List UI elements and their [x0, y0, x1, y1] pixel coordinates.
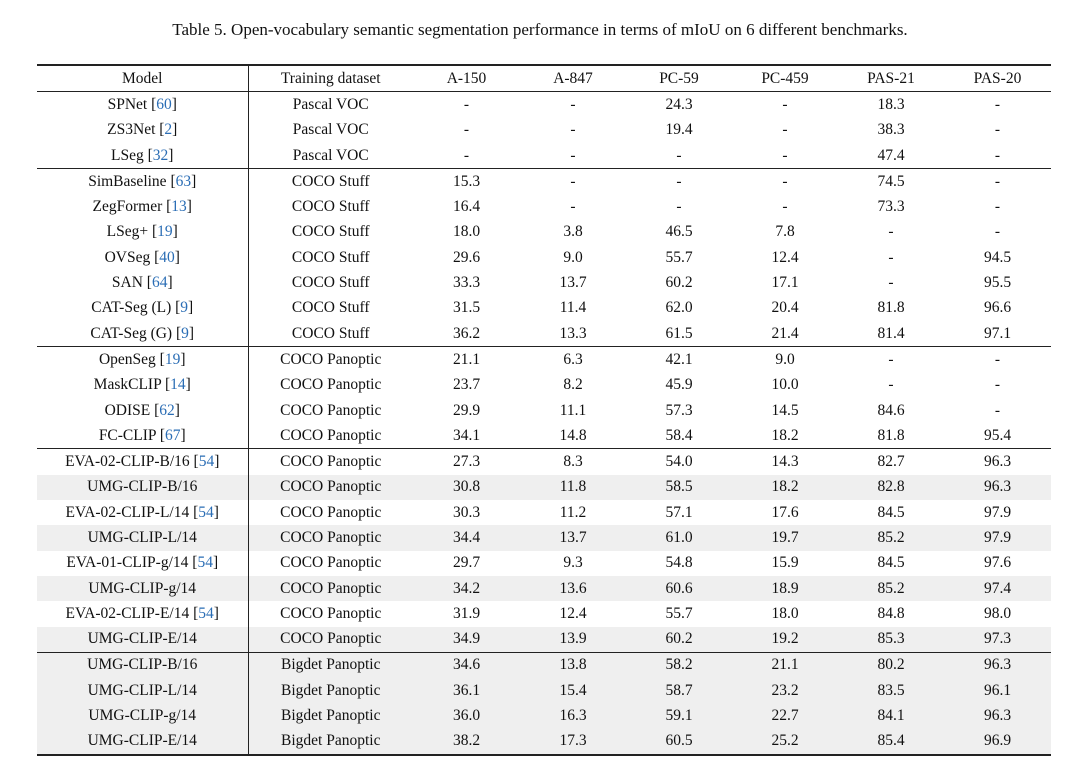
cell-a150: 31.5 — [452, 299, 481, 317]
cell-model: EVA-02-CLIP-L/14 [54] — [37, 500, 248, 525]
cell-a150: 27.3 — [413, 449, 520, 475]
table-caption: Table 5. Open-vocabulary semantic segmentation performance in terms of mIoU on 6 different benchmarks. — [172, 20, 908, 39]
citation-link[interactable]: 67 — [165, 426, 181, 444]
cell-pas20: - — [994, 95, 1001, 113]
cell-model: ZegFormer [13] — [37, 194, 248, 219]
cell-a150: 23.7 — [452, 376, 481, 394]
model-name: UMG-CLIP-E/14 — [87, 732, 197, 750]
cell-pc59: 24.3 — [665, 95, 693, 113]
cell-pc59: - — [676, 146, 682, 164]
cell-training-dataset: Pascal VOC — [292, 146, 369, 164]
citation-link[interactable]: 9 — [180, 299, 189, 317]
cell-a847: - — [570, 198, 576, 216]
cell-pas20: - — [994, 198, 1001, 216]
cell-model: ZS3Net [2] — [37, 118, 248, 143]
cell-a150: 18.0 — [452, 223, 481, 241]
model-name: OVSeg — [104, 248, 151, 266]
table-row — [37, 347, 1051, 373]
cell-model: SimBaseline [63] — [37, 169, 248, 195]
cell-model: ODISE [62] — [37, 398, 248, 423]
cell-pc459: 20.4 — [771, 299, 799, 317]
cell-a847: 16.3 — [520, 703, 626, 728]
cell-a150: 36.1 — [413, 678, 520, 703]
cell-pas21: - — [888, 248, 894, 266]
cell-pc459: 18.9 — [732, 576, 838, 601]
cell-pc59: 60.5 — [626, 729, 732, 755]
cell-pas20: 96.3 — [944, 652, 1051, 678]
citation-link[interactable]: 54 — [197, 554, 213, 572]
cell-pas21: 84.5 — [877, 554, 905, 572]
cell-a847: 13.7 — [520, 525, 626, 550]
cell-pas21: 81.4 — [877, 324, 905, 342]
cell-a150: 36.0 — [413, 703, 520, 728]
cell-pas21: 84.6 — [877, 401, 905, 419]
cell-pc59: 58.7 — [626, 678, 732, 703]
cell-model: OVSeg [40] — [37, 245, 248, 270]
model-name: LSeg+ — [106, 223, 149, 241]
cell-pas20: 96.9 — [944, 729, 1051, 755]
model-name: ODISE — [104, 401, 151, 419]
cell-a150: 36.2 — [452, 324, 481, 342]
cell-pc459: 14.3 — [732, 449, 838, 475]
cell-pc459: - — [782, 121, 788, 139]
cell-pas21: 83.5 — [838, 678, 944, 703]
model-name: EVA-02-CLIP-E/14 — [65, 604, 190, 622]
cell-pas20: 96.3 — [944, 475, 1051, 500]
cell-training-dataset: COCO Panoptic — [248, 475, 413, 500]
table-group — [37, 169, 1051, 347]
cell-a847: 13.3 — [559, 324, 587, 342]
table-row — [37, 703, 1051, 728]
model-name: OpenSeg — [98, 350, 156, 368]
cell-pc59: 42.1 — [626, 347, 732, 373]
cell-a847: 15.4 — [520, 678, 626, 703]
cell-pas21: 84.5 — [877, 503, 905, 521]
cell-pas21: 85.2 — [838, 525, 944, 550]
cell-pas21: - — [838, 347, 944, 373]
table-row — [37, 500, 1051, 525]
model-name: UMG-CLIP-g/14 — [88, 579, 197, 597]
model-name: SPNet — [107, 95, 148, 113]
cell-pc59: 58.4 — [665, 426, 693, 444]
citation-link[interactable]: 40 — [159, 248, 175, 266]
cell-a847: 13.9 — [520, 627, 626, 653]
table-row — [37, 678, 1051, 703]
cell-a150: - — [463, 95, 470, 113]
model-name: SAN — [111, 274, 143, 292]
cell-pc459: 12.4 — [771, 248, 799, 266]
cell-pc459: 22.7 — [732, 703, 838, 728]
table-row — [37, 449, 1051, 475]
header-pas21: PAS-21 — [867, 69, 915, 87]
cell-a150: 29.6 — [452, 248, 481, 266]
model-name: LSeg — [111, 146, 144, 164]
cell-pc459: 14.5 — [771, 401, 799, 419]
citation-link[interactable]: 14 — [170, 376, 186, 394]
cell-pas20: 94.5 — [983, 248, 1012, 266]
cell-a150: 15.3 — [413, 169, 520, 195]
cell-pc459: 21.1 — [732, 652, 838, 678]
table-row — [37, 627, 1051, 653]
cell-a150: 30.3 — [452, 503, 481, 521]
cell-pc459: 7.8 — [775, 223, 795, 241]
cell-training-dataset: COCO Panoptic — [280, 426, 382, 444]
table-row — [37, 729, 1051, 755]
cell-pc459: 23.2 — [732, 678, 838, 703]
cell-a150: 34.2 — [413, 576, 520, 601]
cell-pc459: 19.2 — [732, 627, 838, 653]
cell-pas20: - — [944, 169, 1051, 195]
cell-pc59: 61.5 — [665, 324, 693, 342]
cell-a150: 31.9 — [452, 604, 481, 622]
citation-link[interactable]: 13 — [171, 198, 187, 216]
cell-pas20: - — [944, 347, 1051, 373]
cell-pc59: 57.3 — [665, 401, 693, 419]
model-name: CAT-Seg (G) — [90, 324, 173, 342]
model-name: UMG-CLIP-B/16 — [87, 478, 198, 496]
table-row — [37, 576, 1051, 601]
cell-pc59: 60.6 — [626, 576, 732, 601]
cell-pas21: 81.8 — [877, 426, 905, 444]
table-row — [37, 92, 1051, 118]
table-group — [37, 449, 1051, 652]
citation-link[interactable]: 2 — [164, 121, 173, 139]
cell-model: OpenSeg [19] — [37, 347, 248, 373]
header-pc59: PC-59 — [659, 69, 699, 87]
table-row — [37, 475, 1051, 500]
model-name: UMG-CLIP-E/14 — [87, 630, 197, 648]
cell-model: SPNet [60] — [37, 92, 248, 118]
model-name: ZegFormer — [92, 198, 163, 216]
table-row — [37, 118, 1051, 143]
cell-pas20: 97.3 — [944, 627, 1051, 653]
cell-model: EVA-02-CLIP-E/14 [54] — [37, 601, 248, 626]
cell-pc459: - — [732, 169, 838, 195]
table-row — [37, 423, 1051, 449]
model-name: ZS3Net — [107, 121, 156, 139]
cell-model — [37, 678, 248, 703]
cell-pc459: - — [782, 95, 788, 113]
model-name: EVA-02-CLIP-L/14 — [65, 503, 190, 521]
cell-pas20: 95.4 — [983, 426, 1012, 444]
cell-pc459: 17.1 — [771, 274, 799, 292]
cell-a150: - — [463, 121, 470, 139]
cell-a847: 17.3 — [520, 729, 626, 755]
cell-training-dataset: Pascal VOC — [292, 95, 369, 113]
model-name: CAT-Seg (L) — [91, 299, 172, 317]
header-a847: A-847 — [553, 69, 593, 87]
cell-a150: 34.9 — [413, 627, 520, 653]
cell-pas20: 96.1 — [944, 678, 1051, 703]
model-name: UMG-CLIP-B/16 — [87, 656, 198, 674]
cell-a847: 8.3 — [520, 449, 626, 475]
cell-pas21: - — [888, 223, 894, 241]
citation-link[interactable]: 9 — [181, 324, 189, 342]
cell-training-dataset: COCO Panoptic — [280, 376, 382, 394]
cell-model: SAN [64] — [37, 270, 248, 295]
cell-pc459: - — [782, 198, 788, 216]
cell-a150: 21.1 — [413, 347, 520, 373]
cell-pc59: 57.1 — [665, 503, 693, 521]
cell-pas21: 85.2 — [838, 576, 944, 601]
cell-a150: 34.6 — [413, 652, 520, 678]
citation-link[interactable]: 63 — [175, 172, 192, 190]
table-row — [37, 373, 1051, 398]
model-name: UMG-CLIP-L/14 — [87, 681, 197, 699]
cell-pc59: 54.0 — [626, 449, 732, 475]
cell-pas20: 97.4 — [944, 576, 1051, 601]
cell-pas20: - — [994, 401, 1001, 419]
cell-pc59: 46.5 — [665, 223, 693, 241]
cell-pc459: 21.4 — [771, 324, 799, 342]
cell-pas21: 84.1 — [838, 703, 944, 728]
cell-a847: 13.6 — [520, 576, 626, 601]
cell-pas21: 85.3 — [838, 627, 944, 653]
cell-a150: 30.8 — [413, 475, 520, 500]
cell-model: EVA-01-CLIP-g/14 [54] — [37, 551, 248, 576]
cell-a150: 34.1 — [452, 426, 481, 444]
cell-pas21: 80.2 — [838, 652, 944, 678]
cell-a150: 16.4 — [452, 198, 481, 216]
cell-training-dataset: COCO Stuff — [291, 299, 370, 317]
results-table — [37, 64, 1051, 756]
cell-a847: 9.3 — [563, 554, 583, 572]
table-row — [37, 652, 1051, 678]
cell-pas20: 97.6 — [983, 554, 1012, 572]
model-name: EVA-01-CLIP-g/14 — [66, 554, 189, 572]
cell-pas21: 47.4 — [877, 146, 905, 164]
table-group — [37, 652, 1051, 755]
cell-pc459: 18.2 — [771, 426, 799, 444]
cell-training-dataset: COCO Panoptic — [280, 604, 382, 622]
model-name: UMG-CLIP-g/14 — [88, 707, 197, 725]
cell-a847: 11.8 — [520, 475, 626, 500]
cell-a150: 38.2 — [413, 729, 520, 755]
table-group — [37, 347, 1051, 449]
cell-a150: 34.4 — [413, 525, 520, 550]
cell-pas20: - — [994, 121, 1001, 139]
cell-pc59: 55.7 — [665, 248, 693, 266]
cell-pc59: 45.9 — [665, 376, 693, 394]
cell-a150: 29.7 — [452, 554, 481, 572]
cell-pc59: 55.7 — [665, 604, 693, 622]
cell-model — [37, 729, 248, 755]
cell-training-dataset: COCO Panoptic — [248, 449, 413, 475]
table-row — [37, 245, 1051, 270]
cell-model — [37, 475, 248, 500]
table-header — [37, 65, 1051, 92]
cell-a847: - — [520, 169, 626, 195]
table-row — [37, 601, 1051, 626]
cell-pas20: 95.5 — [983, 274, 1012, 292]
cell-pc459: 18.2 — [732, 475, 838, 500]
cell-pc59: 58.5 — [626, 475, 732, 500]
cell-training-dataset: COCO Panoptic — [280, 401, 382, 419]
cell-training-dataset: COCO Stuff — [291, 274, 370, 292]
cell-pas20: 97.9 — [983, 503, 1012, 521]
cell-pc59: - — [676, 198, 682, 216]
cell-training-dataset: Bigdet Panoptic — [248, 652, 413, 678]
citation-link[interactable]: 54 — [198, 453, 215, 471]
header-training-dataset: Training dataset — [280, 69, 381, 87]
table-row — [37, 525, 1051, 550]
cell-pas20: 97.1 — [983, 324, 1012, 342]
cell-pc59: 60.2 — [665, 274, 693, 292]
cell-training-dataset: COCO Stuff — [291, 248, 370, 266]
model-name: SimBaseline — [88, 172, 167, 190]
cell-training-dataset: COCO Stuff — [291, 198, 370, 216]
cell-training-dataset: COCO Panoptic — [280, 554, 382, 572]
cell-pas20: 96.3 — [944, 703, 1051, 728]
table-row — [37, 398, 1051, 423]
cell-pas21: - — [888, 376, 894, 394]
citation-link[interactable]: 19 — [164, 350, 181, 368]
cell-a847: - — [570, 146, 576, 164]
citation-link[interactable]: 54 — [198, 604, 214, 622]
cell-a847: 12.4 — [559, 604, 587, 622]
header-model: Model — [37, 65, 248, 92]
cell-a847: 13.8 — [520, 652, 626, 678]
model-name: MaskCLIP — [93, 376, 162, 394]
citation-link[interactable]: 62 — [159, 401, 175, 419]
cell-training-dataset: COCO Panoptic — [248, 525, 413, 550]
cell-training-dataset: COCO Panoptic — [248, 576, 413, 601]
cell-model: LSeg [32] — [37, 143, 248, 169]
cell-model — [37, 627, 248, 653]
cell-pas21: 82.7 — [838, 449, 944, 475]
table-group — [37, 92, 1051, 169]
header-pas20: PAS-20 — [973, 69, 1022, 87]
cell-pas20: - — [994, 376, 1001, 394]
cell-pas20: - — [994, 146, 1001, 164]
cell-training-dataset: COCO Panoptic — [248, 627, 413, 653]
table-row — [37, 296, 1051, 321]
cell-pas21: 74.5 — [838, 169, 944, 195]
cell-a847: 11.2 — [559, 503, 587, 521]
cell-pc459: 15.9 — [771, 554, 799, 572]
cell-pas21: 38.3 — [877, 121, 905, 139]
cell-a847: 6.3 — [520, 347, 626, 373]
table-row — [37, 270, 1051, 295]
cell-model: EVA-02-CLIP-B/16 [54] — [37, 449, 248, 475]
cell-pc459: 17.6 — [771, 503, 799, 521]
cell-model — [37, 525, 248, 550]
cell-training-dataset: Pascal VOC — [292, 121, 369, 139]
cell-pc59: 59.1 — [626, 703, 732, 728]
model-name: EVA-02-CLIP-B/16 — [65, 453, 190, 471]
citation-link[interactable]: 32 — [152, 146, 169, 164]
cell-a847: 8.2 — [563, 376, 583, 394]
model-name: FC-CLIP — [98, 426, 156, 444]
cell-training-dataset: Bigdet Panoptic — [248, 729, 413, 755]
citation-link[interactable]: 54 — [198, 503, 214, 521]
header-pc459: PC-459 — [761, 69, 809, 87]
cell-model: FC-CLIP [67] — [37, 423, 248, 449]
model-name: UMG-CLIP-L/14 — [87, 528, 197, 546]
cell-pc59: 54.8 — [665, 554, 693, 572]
cell-model: CAT-Seg (G) [9] — [37, 321, 248, 347]
cell-pas21: 81.8 — [877, 299, 905, 317]
cell-training-dataset: COCO Panoptic — [280, 503, 382, 521]
table-row — [37, 321, 1051, 347]
cell-model — [37, 652, 248, 678]
table-row — [37, 169, 1051, 195]
cell-pas20: 96.3 — [944, 449, 1051, 475]
header-a150: A-150 — [446, 69, 487, 87]
cell-pc59: 60.2 — [626, 627, 732, 653]
cell-a150: - — [463, 146, 470, 164]
cell-pas20: 96.6 — [983, 299, 1012, 317]
cell-pc459: 9.0 — [732, 347, 838, 373]
citation-link[interactable]: 60 — [156, 95, 172, 113]
cell-pas20: 98.0 — [983, 604, 1012, 622]
table-row — [37, 143, 1051, 169]
cell-pc59: 19.4 — [665, 121, 693, 139]
cell-pc59: 61.0 — [626, 525, 732, 550]
cell-pc59: - — [626, 169, 732, 195]
cell-a150: 33.3 — [452, 274, 481, 292]
cell-pas21: 18.3 — [877, 95, 905, 113]
cell-pas21: 85.4 — [838, 729, 944, 755]
cell-model: LSeg+ [19] — [37, 220, 248, 245]
cell-training-dataset: Bigdet Panoptic — [248, 703, 413, 728]
cell-pc459: 18.0 — [771, 604, 799, 622]
cell-a847: 3.8 — [563, 223, 583, 241]
citation-link[interactable]: 19 — [157, 223, 173, 241]
table-row — [37, 220, 1051, 245]
cell-model: CAT-Seg (L) [9] — [37, 296, 248, 321]
cell-training-dataset: Bigdet Panoptic — [248, 678, 413, 703]
cell-model — [37, 703, 248, 728]
citation-link[interactable]: 64 — [151, 274, 168, 292]
cell-model — [37, 576, 248, 601]
cell-pas21: 82.8 — [838, 475, 944, 500]
cell-a847: 11.4 — [559, 299, 587, 317]
cell-pc59: 58.2 — [626, 652, 732, 678]
cell-pas21: - — [888, 274, 894, 292]
cell-a150: 29.9 — [452, 401, 481, 419]
table-row — [37, 194, 1051, 219]
cell-model: MaskCLIP [14] — [37, 373, 248, 398]
table-row — [37, 551, 1051, 576]
cell-pas20: 97.9 — [944, 525, 1051, 550]
cell-training-dataset: COCO Stuff — [248, 169, 413, 195]
cell-a847: 9.0 — [563, 248, 583, 266]
cell-pas21: 84.8 — [877, 604, 905, 622]
cell-pas20: - — [994, 223, 1001, 241]
cell-training-dataset: COCO Stuff — [291, 223, 370, 241]
cell-pc459: 10.0 — [771, 376, 799, 394]
cell-a847: - — [570, 121, 576, 139]
cell-pc459: 25.2 — [732, 729, 838, 755]
cell-training-dataset: COCO Panoptic — [248, 347, 413, 373]
cell-a847: 11.1 — [559, 401, 587, 419]
cell-a847: 14.8 — [559, 426, 587, 444]
cell-pc459: 19.7 — [732, 525, 838, 550]
cell-a847: - — [570, 95, 576, 113]
cell-pc59: 62.0 — [665, 299, 693, 317]
cell-pas21: 73.3 — [877, 198, 905, 216]
cell-training-dataset: COCO Stuff — [291, 324, 370, 342]
header-row — [37, 65, 1051, 92]
cell-a847: 13.7 — [559, 274, 587, 292]
cell-pc459: - — [782, 146, 788, 164]
